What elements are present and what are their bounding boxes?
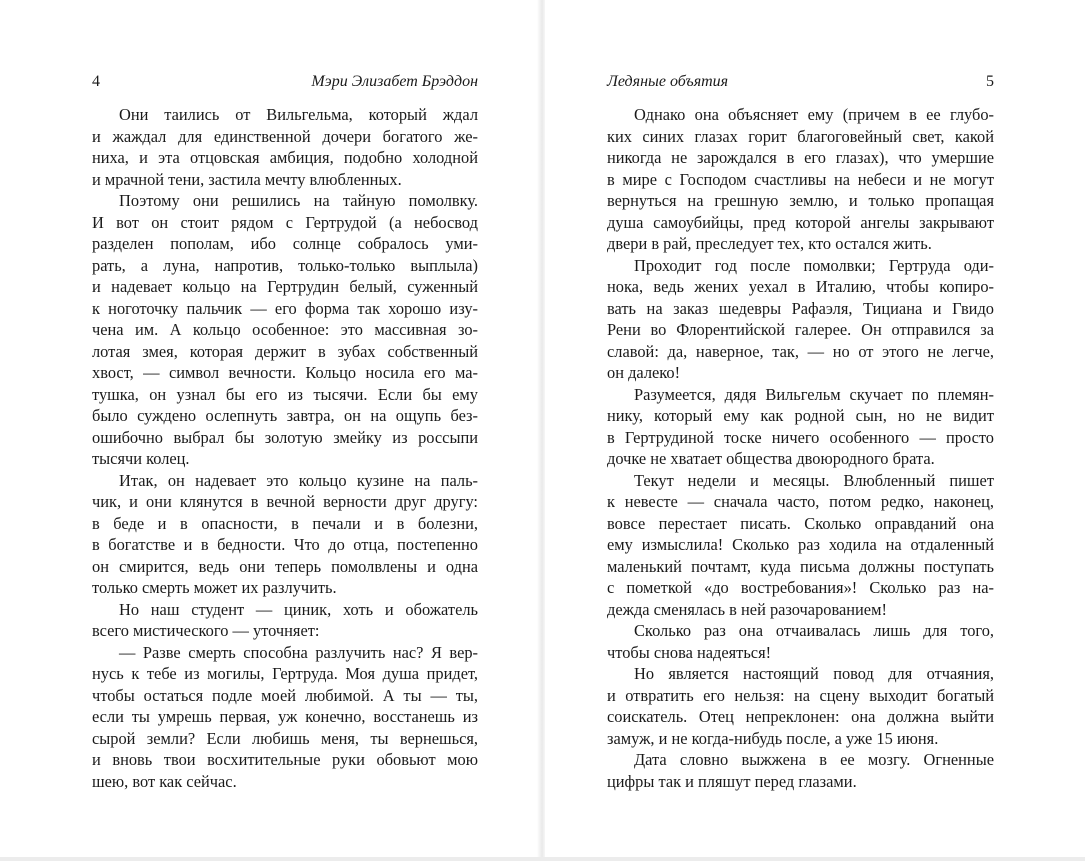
- text-line: чтобы остаться подле моей любимой. А ты — ты,: [92, 685, 478, 705]
- text-line: к невесте — сначала часто, потом редко, наконец,: [607, 492, 994, 511]
- text-line: в беде и в опасности, в печали и в болезни,: [92, 513, 478, 533]
- text-line: никогда не зарождался в его глазах), что умершие: [607, 148, 994, 167]
- text-line: Но наш студент — циник, хоть и обожатель: [119, 599, 478, 619]
- text-line: только смерть может их разлучить.: [92, 578, 337, 597]
- text-line: ниха, и эта отцовская амбиция, подобно холодной: [92, 148, 478, 167]
- text-line: и мрачной тени, застила мечту влюбленных.: [92, 169, 402, 189]
- text-line: с пометкой «до востребования»! Сколько раз на-: [607, 578, 994, 597]
- page-number: 4: [92, 73, 100, 90]
- text-line: Но является настоящий повод для отчаяния,: [634, 664, 994, 683]
- text-line: в Гертрудиной тоске ничего особенного — просто: [607, 427, 994, 447]
- text-line: он далеко!: [607, 363, 681, 382]
- text-line: нику, который ему как родной сын, но не видит: [607, 406, 994, 425]
- text-line: Рени во Флорентийской галерее. Он отправился за: [607, 320, 994, 339]
- right-page-text: [607, 104, 994, 792]
- text-line: цифры так и пляшут перед глазами.: [607, 771, 857, 791]
- text-line: маленький почтамт, куда письма должны поступать: [607, 556, 994, 576]
- page-number: 5: [986, 73, 994, 90]
- text-line: если ты умрешь первая, уж конечно, восстанешь из: [92, 707, 478, 726]
- text-line: вать на заказ шедевры Рафаэля, Тициана и Гвидо: [607, 298, 994, 318]
- text-line: в мире с Господом счастливы на небеси и не могут: [607, 169, 994, 189]
- text-line: Они таились от Вильгельма, который ждал: [119, 105, 478, 124]
- text-line: двери в рай, преследует тех, кто остался жить.: [607, 234, 932, 253]
- text-line: чтобы снова надеяться!: [607, 642, 772, 662]
- text-line: шею, вот как сейчас.: [92, 771, 237, 791]
- text-line: было суждено ослепнуть завтра, он на ощупь без-: [92, 406, 478, 425]
- text-line: разделен пополам, ибо солнце собралось уми-: [92, 234, 478, 253]
- text-line: нусь к тебе из могилы, Гертруда. Моя душа придет,: [92, 664, 478, 683]
- left-page: [0, 0, 540, 861]
- right-page: [545, 0, 1085, 861]
- text-line: замуж, и не когда-нибудь после, а уже 15 июня.: [607, 728, 939, 748]
- text-line: и надевает кольцо на Гертрудин белый, суженный: [92, 277, 478, 296]
- page-bottom-edge: [0, 857, 1085, 861]
- text-line: дочке не хватает общества двоюродного брата.: [607, 449, 935, 468]
- running-head-title: Ледяные объятия: [607, 73, 729, 90]
- text-line: и отвратить его нельзя: на сцену выходит богатый: [607, 685, 994, 705]
- text-line: лотая змея, которая держит в зубах собственный: [92, 341, 478, 361]
- text-line: рать, а луна, напротив, только-только выплыла): [92, 255, 478, 275]
- text-line: ошибочно выбрал бы золотую змейку из россыпи: [92, 427, 478, 447]
- text-line: И вот он стоит рядом с Гертрудой (а небосвод: [92, 212, 478, 232]
- text-line: всего мистического — уточняет:: [92, 621, 320, 640]
- text-line: и жаждал для единственной дочери богатого же-: [92, 126, 478, 146]
- text-line: Поэтому они решились на тайную помолвку.: [119, 191, 478, 210]
- text-line: ему измыслила! Сколько раз ходила на отдаленный: [607, 535, 994, 554]
- text-line: тысячи колец.: [92, 449, 190, 468]
- text-line: чик, и они клянутся в вечной верности друг другу:: [92, 492, 478, 511]
- text-line: хвост, — символ вечности. Кольцо носила его ма-: [92, 363, 478, 382]
- text-line: чена им. А кольцо особенное: это массивная зо-: [92, 320, 478, 339]
- text-line: душа самоубийцы, пред которой ангелы закрывают: [607, 212, 994, 232]
- text-line: ких синих глазах горит благоговейный свет, какой: [607, 126, 994, 146]
- text-line: славой: да, наверное, так, — но от этого не легче,: [607, 341, 994, 361]
- text-line: соискатель. Отец непреклонен: она должна выйти: [607, 707, 994, 726]
- text-line: Проходит год после помолвки; Гертруда оди-: [634, 255, 994, 275]
- text-line: он смирится, ведь они теперь помолвлены и одна: [92, 556, 478, 576]
- text-line: и вновь твои восхитительные руки обовьют мою: [92, 750, 478, 769]
- text-line: тушка, он узнал бы его из тысячи. Если бы ему: [92, 384, 478, 404]
- text-line: Разумеется, дядя Вильгельм скучает по племян-: [634, 384, 994, 404]
- text-line: сырой земли? Если любишь меня, ты вернешься,: [92, 728, 478, 748]
- text-line: — Разве смерть способна разлучить нас? Я вер-: [119, 642, 478, 662]
- left-page-header: [92, 73, 478, 93]
- text-line: дежда сменялась в ней разочарованием!: [607, 599, 887, 619]
- text-line: в богатстве и в бедности. Что до отца, постепенно: [92, 535, 478, 554]
- text-line: Сколько раз она отчаивалась лишь для того,: [634, 621, 994, 640]
- text-line: Итак, он надевает это кольцо кузине на паль-: [119, 470, 478, 490]
- text-line: вовсе перестает писать. Сколько оправданий она: [607, 513, 994, 533]
- text-line: нока, ведь жених уехал в Италию, чтобы копиро-: [607, 277, 994, 296]
- text-line: к ноготочку пальчик — его форма так хорошо изу-: [92, 298, 478, 318]
- text-line: вернуться на грешную землю, и только пропащая: [607, 191, 994, 210]
- text-line: Однако она объясняет ему (причем в ее глубо-: [634, 105, 994, 124]
- left-page-text: [92, 104, 478, 792]
- text-line: Дата словно выжжена в ее мозгу. Огненные: [634, 750, 994, 769]
- text-line: Текут недели и месяцы. Влюбленный пишет: [634, 470, 994, 490]
- right-page-header: [607, 73, 994, 93]
- running-head-author: Мэри Элизабет Брэддон: [311, 73, 478, 90]
